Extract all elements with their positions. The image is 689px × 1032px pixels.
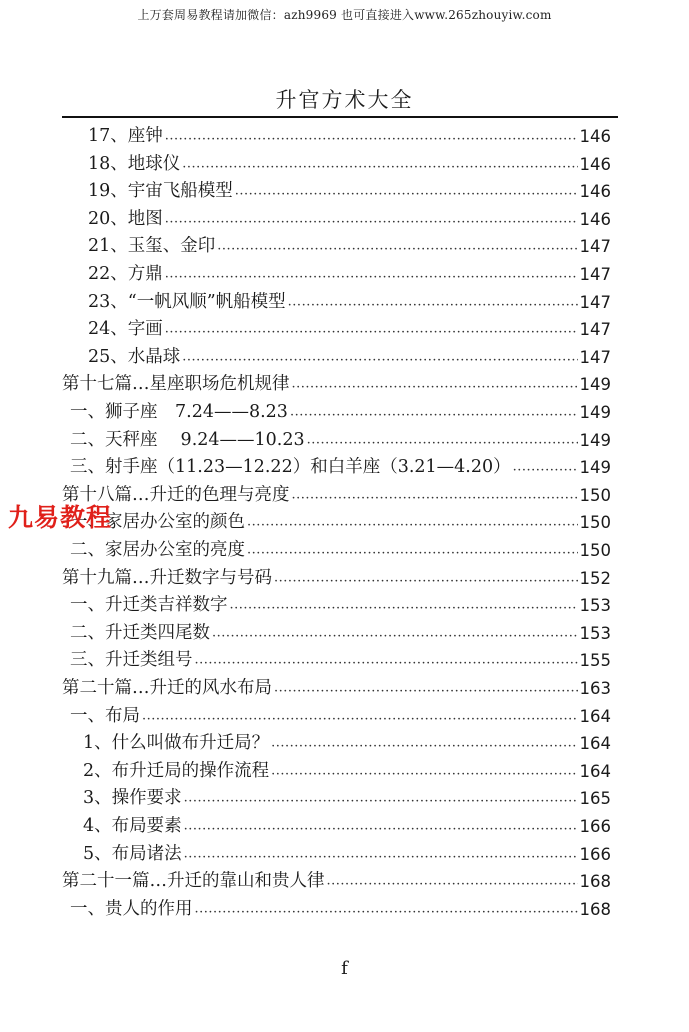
dot-leader	[247, 544, 578, 564]
toc-entry-page: 153	[579, 596, 611, 616]
toc-entry-page: 155	[579, 651, 611, 671]
toc-entry[interactable]	[88, 178, 611, 205]
dot-leader	[327, 875, 578, 895]
toc-entry[interactable]	[70, 399, 611, 426]
toc-entry-page: 163	[579, 679, 611, 698]
toc-entry[interactable]	[70, 509, 611, 536]
toc-entry-title: 三、射手座（11.23—12.22）和白羊座（3.21—4.20）	[70, 457, 511, 478]
header-rule	[62, 116, 618, 118]
toc-entry-title: 二、家居办公室的亮度	[70, 540, 245, 560]
toc-entry[interactable]	[83, 785, 611, 812]
toc-entry-page: 164	[579, 761, 611, 781]
dot-leader	[292, 489, 578, 509]
toc-entry-title: 22、方鼎	[88, 264, 163, 284]
toc-entry-title: 25、水晶球	[88, 346, 181, 367]
dot-leader	[513, 461, 578, 481]
running-header-title: 升官方术大全	[275, 88, 414, 112]
toc-entry-page: 149	[579, 375, 611, 395]
toc-entry-title: 第十八篇…升迁的色理与亮度	[62, 484, 290, 505]
toc-entry-title: 21、玉玺、金印	[88, 236, 216, 257]
toc-entry-page: 147	[579, 347, 611, 367]
toc-entry[interactable]	[70, 454, 611, 481]
toc-entry-title: 一、布局	[70, 705, 140, 726]
toc-entry-title: 一、狮子座 7.24——8.23	[70, 402, 288, 422]
toc-entry-title: 1、什么叫做布升迁局？	[83, 733, 270, 754]
dot-leader	[274, 572, 578, 592]
toc-entry-page: 153	[579, 623, 611, 643]
toc-entry[interactable]	[70, 647, 611, 674]
toc-entry-page: 165	[579, 789, 611, 809]
toc-entry-page: 147	[579, 237, 611, 257]
dot-leader	[182, 351, 577, 371]
toc-entry[interactable]	[62, 675, 611, 702]
toc-entry-title: 第十九篇…升迁数字与号码	[62, 567, 272, 588]
dot-leader	[184, 820, 578, 840]
toc-entry-page: 168	[579, 872, 611, 892]
toc-entry[interactable]	[88, 344, 611, 371]
toc-entry-page: 150	[579, 485, 611, 505]
dot-leader	[274, 682, 578, 702]
promo-banner: 上万套周易教程请加微信：azh9969 也可直接进入www.265zhouyiw.com	[137, 8, 552, 22]
toc-entry[interactable]	[62, 371, 611, 398]
toc-entry-page: 147	[579, 292, 611, 312]
toc-entry[interactable]	[83, 813, 611, 840]
dot-leader	[230, 599, 578, 619]
toc-entry-title: 一、贵人的作用	[70, 898, 193, 919]
dot-leader	[271, 765, 577, 785]
toc-entry[interactable]	[62, 868, 611, 895]
toc-entry-page: 149	[579, 430, 611, 450]
toc-entry-title: 一、家居办公室的颜色	[70, 512, 245, 533]
toc-entry-title: 2、布升迁局的操作流程	[83, 760, 270, 781]
dot-leader	[182, 158, 577, 178]
dot-leader	[247, 516, 578, 536]
toc-entry[interactable]	[62, 482, 611, 509]
dot-leader	[165, 323, 578, 343]
toc-entry-title: 18、地球仪	[88, 153, 181, 174]
toc-entry-page: 147	[579, 320, 611, 340]
toc-entry-page: 146	[579, 182, 611, 202]
toc-entry-page: 147	[579, 265, 611, 284]
toc-entry-page: 166	[579, 817, 611, 836]
toc-entry[interactable]	[83, 730, 611, 757]
page-number: f	[341, 958, 348, 979]
toc-entry[interactable]	[88, 261, 611, 288]
toc-entry-page: 164	[579, 734, 611, 754]
dot-leader	[235, 185, 578, 205]
dot-leader	[195, 903, 578, 923]
dot-leader	[165, 130, 578, 150]
toc-entry-page: 146	[579, 127, 611, 146]
dot-leader	[212, 627, 578, 647]
toc-entry[interactable]	[88, 233, 611, 260]
toc-entry-page: 152	[579, 568, 611, 588]
toc-entry-title: 5、布局诸法	[83, 843, 182, 864]
toc-entry[interactable]	[70, 703, 611, 730]
toc-entry-page: 149	[579, 403, 611, 422]
toc-entry-title: 第二十篇…升迁的风水布局	[62, 678, 272, 698]
toc-entry[interactable]	[70, 537, 611, 564]
toc-entry[interactable]	[88, 123, 611, 150]
dot-leader	[307, 434, 578, 454]
toc-entry-title: 23、“一帆风顺”帆船模型	[88, 291, 286, 312]
dot-leader	[290, 406, 578, 426]
toc-entry[interactable]	[88, 206, 611, 233]
toc-entry-title: 17、座钟	[88, 126, 163, 146]
toc-entry-title: 第二十一篇…升迁的靠山和贵人律	[62, 871, 325, 892]
dot-leader	[217, 240, 577, 260]
toc-entry-title: 3、操作要求	[83, 788, 182, 809]
toc-entry-title: 三、升迁类组号	[70, 650, 193, 671]
toc-entry-page: 149	[579, 458, 611, 478]
toc-entry[interactable]	[88, 289, 611, 316]
dot-leader	[165, 268, 578, 288]
dot-leader	[288, 296, 578, 316]
toc-entry[interactable]	[70, 592, 611, 619]
toc-entry[interactable]	[88, 151, 611, 178]
dot-leader	[271, 737, 577, 757]
dot-leader	[165, 213, 578, 233]
toc-entry-page: 150	[579, 513, 611, 533]
toc-entry-title: 20、地图	[88, 208, 163, 229]
toc-entry[interactable]	[88, 316, 611, 343]
toc-entry-page: 146	[579, 209, 611, 229]
dot-leader	[292, 378, 578, 398]
toc-entry-title: 4、布局要素	[83, 816, 182, 836]
toc-entry-title: 第十七篇…星座职场危机规律	[62, 374, 290, 395]
toc-entry[interactable]	[70, 427, 611, 454]
dot-leader	[142, 710, 578, 730]
toc-entry-title: 19、宇宙飞船模型	[88, 181, 233, 202]
toc-entry-title: 一、升迁类吉祥数字	[70, 595, 228, 616]
toc-entry-title: 二、天秤座 9.24——10.23	[70, 429, 305, 450]
toc-entry-page: 164	[579, 706, 611, 726]
dot-leader	[184, 848, 578, 868]
toc-entry[interactable]	[70, 620, 611, 647]
toc-entry-page: 166	[579, 844, 611, 864]
toc-entry-title: 24、字画	[88, 319, 163, 340]
watermark-logo: 九易教程	[8, 503, 113, 532]
toc-entry[interactable]	[83, 758, 611, 785]
toc-entry-page: 146	[579, 154, 611, 174]
dot-leader	[184, 792, 578, 812]
toc-entry-page: 150	[579, 541, 611, 560]
toc-entry[interactable]	[70, 896, 611, 923]
toc-entry-title: 二、升迁类四尾数	[70, 622, 210, 643]
toc-entry[interactable]	[83, 841, 611, 868]
toc-entry-page: 168	[579, 899, 611, 919]
toc-entry[interactable]	[62, 565, 611, 592]
dot-leader	[195, 654, 578, 674]
